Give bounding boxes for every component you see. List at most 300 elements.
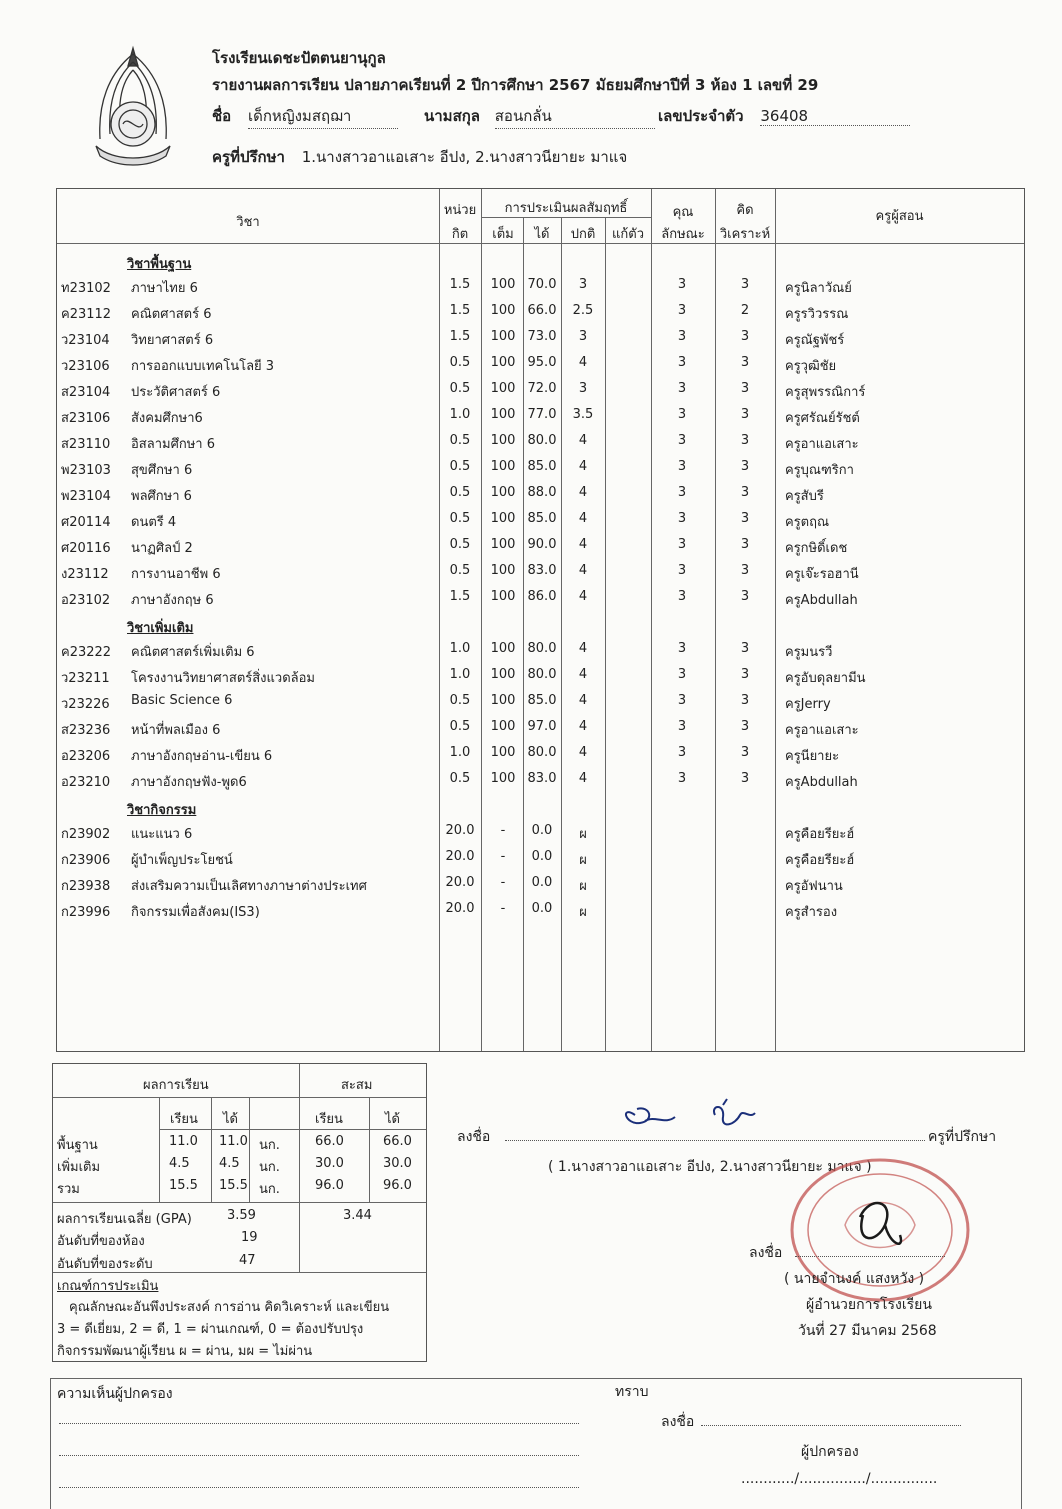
header-assessment: การประเมินผลสัมฤทธิ์: [504, 201, 628, 216]
cell-name: คณิตศาสตร์เพิ่มเติม 6: [131, 645, 255, 660]
table-row: [57, 325, 1024, 351]
summary-learn: 15.5: [169, 1178, 198, 1193]
name-label: ชื่อ: [212, 107, 232, 125]
cell-unit: 0.5: [449, 381, 471, 396]
cell-got: 0.0: [531, 875, 553, 890]
cell-unit: 0.5: [449, 771, 471, 786]
cell-code: ศ20116: [61, 541, 111, 556]
cell-think: 3: [740, 745, 750, 760]
cell-full: 100: [490, 589, 516, 604]
cell-unit: 1.5: [449, 589, 471, 604]
cell-name: ประวัติศาสตร์ 6: [131, 385, 221, 400]
parent-date-blank[interactable]: ............/.............../...............: [741, 1471, 938, 1487]
table-row: [57, 299, 1024, 325]
cell-got: 66.0: [527, 303, 557, 318]
cell-think: 3: [740, 719, 750, 734]
summary-learn-header: เรียน: [170, 1112, 198, 1127]
summary-cum_learn: 30.0: [315, 1156, 344, 1171]
cell-normal: 4: [578, 459, 588, 474]
cell-unit: 1.0: [449, 745, 471, 760]
cell-char: 3: [677, 693, 687, 708]
table-row: [57, 819, 1024, 845]
cell-name: นาฏศิลป์ 2: [131, 541, 193, 556]
rank-level-label: อันดับที่ของระดับ: [57, 1257, 153, 1272]
header-think-top: คิด: [736, 203, 754, 218]
cell-got: 72.0: [527, 381, 557, 396]
cell-normal: 4: [578, 667, 588, 682]
cell-normal: ผ: [579, 879, 587, 894]
cell-char: 3: [677, 719, 687, 734]
header-char-bottom: ลักษณะ: [661, 227, 705, 242]
cell-teacher: ครูบุณฑริกา: [785, 463, 854, 478]
cell-code: พ23103: [61, 463, 111, 478]
cell-unit: 0.5: [449, 693, 471, 708]
cell-unit: 0.5: [449, 537, 471, 552]
cell-normal: 4: [578, 563, 588, 578]
summary-got-header: ได้: [223, 1112, 238, 1127]
parent-opinion-line-2[interactable]: [59, 1455, 579, 1456]
summary-got: 11.0: [219, 1134, 248, 1149]
cell-teacher: ครูณัฐพัชร์: [785, 333, 845, 348]
summary-unit: นก.: [259, 1160, 280, 1175]
id-label: เลขประจำตัว: [658, 107, 744, 125]
cell-name: พลศึกษา 6: [131, 489, 192, 504]
cell-name: สุขศึกษา 6: [131, 463, 193, 478]
cell-name: สังคมศึกษา6: [131, 411, 203, 426]
header-full: เต็ม: [492, 227, 514, 242]
cell-normal: 4: [578, 511, 588, 526]
cell-think: 3: [740, 329, 750, 344]
cell-teacher: ครูนิลาวัณย์: [785, 281, 852, 296]
cell-think: 3: [740, 511, 750, 526]
cell-name: การงานอาชีพ 6: [131, 567, 221, 582]
cell-teacher: ครูอาแอเสาะ: [785, 437, 859, 452]
cell-name: ภาษาอังกฤษ 6: [131, 593, 214, 608]
cell-code: ค23222: [61, 645, 112, 660]
cell-got: 95.0: [527, 355, 557, 370]
cell-char: 3: [677, 407, 687, 422]
cell-code: ค23112: [61, 307, 112, 322]
summary-learn: 4.5: [169, 1156, 190, 1171]
cell-teacher: ครูสำรอง: [785, 905, 838, 920]
cell-code: ส23104: [61, 385, 111, 400]
cell-char: 3: [677, 277, 687, 292]
summary-cum_learn: 96.0: [315, 1178, 344, 1193]
cell-teacher: ครูอับดุลยามีน: [785, 671, 866, 686]
cell-full: -: [500, 823, 506, 838]
cell-name: ส่งเสริมความเป็นเลิศทางภาษาต่างประเทศ: [131, 879, 367, 894]
criteria-line-3: กิจกรรมพัฒนาผู้เรียน ผ = ผ่าน, มผ = ไม่ผ่าน: [57, 1344, 313, 1359]
summary-label: รวม: [57, 1182, 80, 1197]
table-row: [57, 377, 1024, 403]
cell-teacher: ครูรวิวรรณ: [785, 307, 849, 322]
cell-char: 3: [677, 641, 687, 656]
cell-unit: 1.0: [449, 407, 471, 422]
cell-name: ภาษาไทย 6: [131, 281, 198, 296]
cell-think: 3: [740, 563, 750, 578]
report-title: รายงานผลการเรียน ปลายภาคเรียนที่ 2 ปีการศึกษา 2567 มัธยมศึกษาปีที่ 3 ห้อง 1 เลขที่ 29: [212, 76, 819, 94]
cell-full: 100: [490, 433, 516, 448]
header-fix: แก้ตัว: [612, 227, 644, 242]
cell-code: ส23106: [61, 411, 111, 426]
parent-ack-label: ทราบ: [615, 1384, 649, 1400]
cell-got: 73.0: [527, 329, 557, 344]
advisor-role: ครูที่ปรึกษา: [928, 1129, 997, 1145]
report-date: วันที่ 27 มีนาคม 2568: [798, 1323, 937, 1339]
parent-role: ผู้ปกครอง: [801, 1444, 859, 1460]
summary-cum_got: 30.0: [383, 1156, 412, 1171]
cell-think: 3: [740, 485, 750, 500]
cell-code: ศ20114: [61, 515, 111, 530]
cell-char: 3: [677, 485, 687, 500]
gpa-label: ผลการเรียนเฉลี่ย (GPA): [57, 1212, 192, 1227]
cell-think: 3: [740, 433, 750, 448]
header-subject: วิชา: [236, 215, 260, 230]
cell-full: 100: [490, 277, 516, 292]
cell-code: ง23112: [61, 567, 109, 582]
school-crest-logo: [88, 44, 178, 174]
surname-label: นามสกุล: [424, 107, 480, 125]
student-id: 36408: [760, 107, 809, 125]
cell-char: 3: [677, 433, 687, 448]
table-row: [57, 897, 1024, 923]
cell-full: -: [500, 901, 506, 916]
cell-char: 3: [677, 771, 687, 786]
table-row: [57, 741, 1024, 767]
cell-name: แนะแนว 6: [131, 827, 193, 842]
director-sign-label: ลงชื่อ: [749, 1245, 783, 1261]
cell-think: 3: [740, 459, 750, 474]
director-name: ( นายจำนงค์ แสงหวัง ): [784, 1271, 925, 1287]
cell-unit: 0.5: [449, 485, 471, 500]
advisor-label: ครูที่ปรึกษา: [212, 148, 285, 166]
cell-code: ท23102: [61, 281, 111, 296]
table-row: [57, 351, 1024, 377]
cell-code: พ23104: [61, 489, 111, 504]
cell-char: 3: [677, 303, 687, 318]
cell-char: 3: [677, 329, 687, 344]
cell-unit: 20.0: [445, 849, 475, 864]
cell-normal: 4: [578, 641, 588, 656]
summary-cumulative: สะสม: [341, 1078, 373, 1093]
advisor-names-footer: ( 1.นางสาวอาแอเสาะ อีปง, 2.นางสาวนียายะ มาแจ ): [548, 1159, 872, 1175]
cell-teacher: ครูเจ๊ะรอฮานี: [785, 567, 859, 582]
criteria-line-1: คุณลักษณะอันพึงประสงค์ การอ่าน คิดวิเคราะห์ และเขียน: [69, 1300, 390, 1315]
cell-char: 3: [677, 667, 687, 682]
advisor-sign-label: ลงชื่อ: [457, 1129, 491, 1145]
advisor-names: 1.นางสาวอาแอเสาะ อีปง, 2.นางสาวนียายะ มาแจ: [301, 148, 628, 166]
cell-normal: 4: [578, 693, 588, 708]
cell-name: คณิตศาสตร์ 6: [131, 307, 212, 322]
cell-name: ผู้บำเพ็ญประโยชน์: [131, 853, 233, 868]
cell-got: 86.0: [527, 589, 557, 604]
cell-got: 83.0: [527, 563, 557, 578]
cell-code: ว23226: [61, 697, 110, 712]
header-unit-top: หน่วย: [443, 203, 477, 218]
cell-code: อ23206: [61, 749, 111, 764]
cell-code: อ23210: [61, 775, 111, 790]
cell-teacher: ครูวุฒิชัย: [785, 359, 837, 374]
cell-char: 3: [677, 745, 687, 760]
cell-full: 100: [490, 303, 516, 318]
summary-unit: นก.: [259, 1182, 280, 1197]
cell-think: 3: [740, 277, 750, 292]
cell-name: หน้าที่พลเมือง 6: [131, 723, 221, 738]
cell-normal: 4: [578, 485, 588, 500]
cell-code: ว23211: [61, 671, 110, 686]
table-row: [57, 507, 1024, 533]
cell-unit: 0.5: [449, 355, 471, 370]
cell-unit: 1.5: [449, 329, 471, 344]
table-row: [57, 533, 1024, 559]
grades-table: [56, 188, 1025, 1052]
cell-think: 3: [740, 589, 750, 604]
cell-full: 100: [490, 355, 516, 370]
student-surname: สอนกลั่น: [494, 107, 552, 125]
cell-full: 100: [490, 563, 516, 578]
summary-got: 4.5: [219, 1156, 240, 1171]
director-role: ผู้อำนวยการโรงเรียน: [806, 1297, 932, 1313]
cell-code: อ23102: [61, 593, 111, 608]
cell-name: Basic Science 6: [131, 693, 233, 708]
cell-char: 3: [677, 355, 687, 370]
summary-cum_got: 66.0: [383, 1134, 412, 1149]
cell-full: 100: [490, 381, 516, 396]
summary-got: 15.5: [219, 1178, 248, 1193]
cell-code: ก23902: [61, 827, 111, 842]
summary-unit: นก.: [259, 1138, 280, 1153]
summary-label: เพิ่มเติม: [57, 1160, 101, 1175]
cell-normal: 4: [578, 745, 588, 760]
cell-teacher: ครูอาแอเสาะ: [785, 723, 859, 738]
summary-cum-got-header: ได้: [385, 1112, 400, 1127]
table-row: [57, 845, 1024, 871]
cell-got: 80.0: [527, 745, 557, 760]
advisor-handwritten-signature: [615, 1095, 795, 1135]
table-row: [57, 715, 1024, 741]
parent-opinion-label: ความเห็นผู้ปกครอง: [57, 1386, 173, 1402]
cell-think: 3: [740, 381, 750, 396]
cell-name: อิสลามศึกษา 6: [131, 437, 215, 452]
rank-room-value: 19: [241, 1230, 258, 1245]
cell-code: ส23236: [61, 723, 111, 738]
cell-think: 3: [740, 537, 750, 552]
cell-normal: 4: [578, 433, 588, 448]
cell-full: -: [500, 875, 506, 890]
table-row: [57, 871, 1024, 897]
cell-normal: 4: [578, 355, 588, 370]
summary-learn: 11.0: [169, 1134, 198, 1149]
summary-title: ผลการเรียน: [143, 1078, 209, 1093]
cell-unit: 1.0: [449, 667, 471, 682]
cell-unit: 0.5: [449, 459, 471, 474]
cell-name: วิทยาศาสตร์ 6: [131, 333, 214, 348]
cell-normal: 4: [578, 719, 588, 734]
cell-char: 3: [677, 537, 687, 552]
cell-normal: 2.5: [572, 303, 594, 318]
table-row: [57, 455, 1024, 481]
cell-code: ก23996: [61, 905, 111, 920]
cell-teacher: ครูคือยรียะฮ์: [785, 853, 855, 868]
table-row: [57, 663, 1024, 689]
table-row: [57, 637, 1024, 663]
summary-cum_got: 96.0: [383, 1178, 412, 1193]
cell-unit: 20.0: [445, 823, 475, 838]
cell-teacher: ครูAbdullah: [785, 775, 858, 790]
cell-got: 77.0: [527, 407, 557, 422]
table-row: [57, 403, 1024, 429]
summary-box: [52, 1063, 427, 1362]
criteria-line-2: 3 = ดีเยี่ยม, 2 = ดี, 1 = ผ่านเกณฑ์, 0 = ต้องปรับปรุง: [57, 1322, 364, 1337]
cell-unit: 20.0: [445, 875, 475, 890]
cell-code: ว23106: [61, 359, 110, 374]
cell-teacher: ครูกษิดิ์เดช: [785, 541, 848, 556]
cell-got: 85.0: [527, 511, 557, 526]
cell-got: 80.0: [527, 641, 557, 656]
cell-normal: ผ: [579, 853, 587, 868]
summary-cum-learn-header: เรียน: [315, 1112, 343, 1127]
cell-char: 3: [677, 381, 687, 396]
section-basic: วิชาพื้นฐาน: [127, 257, 192, 272]
cell-name: ภาษาอังกฤษฟัง-พูด6: [131, 775, 247, 790]
criteria-title: เกณฑ์การประเมิน: [57, 1279, 159, 1294]
cell-full: 100: [490, 329, 516, 344]
cell-code: ส23110: [61, 437, 111, 452]
table-row: [57, 767, 1024, 793]
cell-name: การออกแบบเทคโนโลยี 3: [131, 359, 275, 374]
cell-think: 2: [740, 303, 750, 318]
cell-unit: 1.0: [449, 641, 471, 656]
table-row: [57, 273, 1024, 299]
header-unit-bottom: กิต: [451, 227, 469, 242]
cell-full: 100: [490, 693, 516, 708]
cell-think: 3: [740, 771, 750, 786]
cumulative-gpa: 3.44: [343, 1208, 372, 1223]
cell-teacher: ครูอัฟนาน: [785, 879, 843, 894]
cell-unit: 0.5: [449, 511, 471, 526]
parent-opinion-box: [50, 1378, 1022, 1509]
header-got: ได้: [534, 227, 550, 242]
cell-full: 100: [490, 537, 516, 552]
cell-got: 70.0: [527, 277, 557, 292]
cell-teacher: ครูJerry: [785, 697, 831, 712]
cell-normal: 3.5: [572, 407, 594, 422]
cell-char: 3: [677, 511, 687, 526]
cell-name: โครงงานวิทยาศาสตร์สิ่งแวดล้อม: [131, 671, 315, 686]
header-think-bottom: วิเคราะห์: [719, 227, 771, 242]
cell-normal: 4: [578, 589, 588, 604]
cell-teacher: ครูสุพรรณิการ์: [785, 385, 866, 400]
cell-got: 85.0: [527, 693, 557, 708]
cell-code: ก23938: [61, 879, 111, 894]
table-row: [57, 689, 1024, 715]
cell-teacher: ครูตฤณ: [785, 515, 830, 530]
cell-full: 100: [490, 485, 516, 500]
cell-full: 100: [490, 459, 516, 474]
cell-normal: ผ: [579, 827, 587, 842]
cell-got: 85.0: [527, 459, 557, 474]
table-row: [57, 585, 1024, 611]
cell-full: -: [500, 849, 506, 864]
rank-level-value: 47: [239, 1253, 256, 1268]
cell-full: 100: [490, 511, 516, 526]
cell-teacher: ครูศรัณย์รัชต์: [785, 411, 860, 426]
cell-got: 88.0: [527, 485, 557, 500]
student-name: เด็กหญิงมสฤฌา: [247, 107, 352, 125]
cell-think: 3: [740, 641, 750, 656]
cell-got: 90.0: [527, 537, 557, 552]
cell-unit: 0.5: [449, 563, 471, 578]
cell-normal: 4: [578, 771, 588, 786]
header-normal: ปกติ: [570, 227, 596, 242]
cell-normal: 4: [578, 537, 588, 552]
cell-got: 97.0: [527, 719, 557, 734]
table-row: [57, 559, 1024, 585]
cell-teacher: ครูนียายะ: [785, 749, 840, 764]
cell-full: 100: [490, 771, 516, 786]
cell-got: 80.0: [527, 433, 557, 448]
parent-opinion-line-1[interactable]: [59, 1423, 579, 1424]
cell-char: 3: [677, 589, 687, 604]
cell-think: 3: [740, 667, 750, 682]
cell-char: 3: [677, 563, 687, 578]
cell-unit: 0.5: [449, 719, 471, 734]
cell-teacher: ครูAbdullah: [785, 593, 858, 608]
cell-unit: 20.0: [445, 901, 475, 916]
parent-sign-label: ลงชื่อ: [661, 1414, 695, 1430]
cell-got: 83.0: [527, 771, 557, 786]
cell-full: 100: [490, 407, 516, 422]
cell-unit: 1.5: [449, 303, 471, 318]
section-extra: วิชาเพิ่มเติม: [127, 621, 194, 636]
cell-normal: 3: [578, 381, 588, 396]
cell-normal: ผ: [579, 905, 587, 920]
header-teacher: ครูผู้สอน: [875, 209, 924, 224]
cell-got: 0.0: [531, 823, 553, 838]
summary-label: พื้นฐาน: [57, 1138, 98, 1153]
header-char-top: คุณ: [672, 205, 694, 220]
parent-opinion-line-3[interactable]: [59, 1487, 579, 1488]
cell-got: 0.0: [531, 849, 553, 864]
cell-got: 0.0: [531, 901, 553, 916]
cell-normal: 3: [578, 277, 588, 292]
school-name: โรงเรียนเดชะปัตตนยานุกูล: [212, 49, 386, 67]
cell-teacher: ครูมนรวี: [785, 645, 833, 660]
cell-think: 3: [740, 407, 750, 422]
cell-teacher: ครูสับรี: [785, 489, 824, 504]
cell-full: 100: [490, 641, 516, 656]
cell-got: 80.0: [527, 667, 557, 682]
cell-full: 100: [490, 719, 516, 734]
parent-signature-line[interactable]: [701, 1425, 961, 1426]
cell-name: ดนตรี 4: [131, 515, 177, 530]
cell-full: 100: [490, 745, 516, 760]
table-row: [57, 481, 1024, 507]
rank-room-label: อันดับที่ของห้อง: [57, 1234, 145, 1249]
table-row: [57, 429, 1024, 455]
summary-cum_learn: 66.0: [315, 1134, 344, 1149]
cell-name: กิจกรรมเพื่อสังคม(IS3): [131, 905, 260, 920]
cell-full: 100: [490, 667, 516, 682]
cell-think: 3: [740, 355, 750, 370]
cell-code: ก23906: [61, 853, 111, 868]
cell-char: 3: [677, 459, 687, 474]
cell-code: ว23104: [61, 333, 110, 348]
cell-normal: 3: [578, 329, 588, 344]
cell-teacher: ครูคือยรียะฮ์: [785, 827, 855, 842]
gpa-value: 3.59: [227, 1208, 256, 1223]
cell-name: ภาษาอังกฤษอ่าน-เขียน 6: [131, 749, 273, 764]
